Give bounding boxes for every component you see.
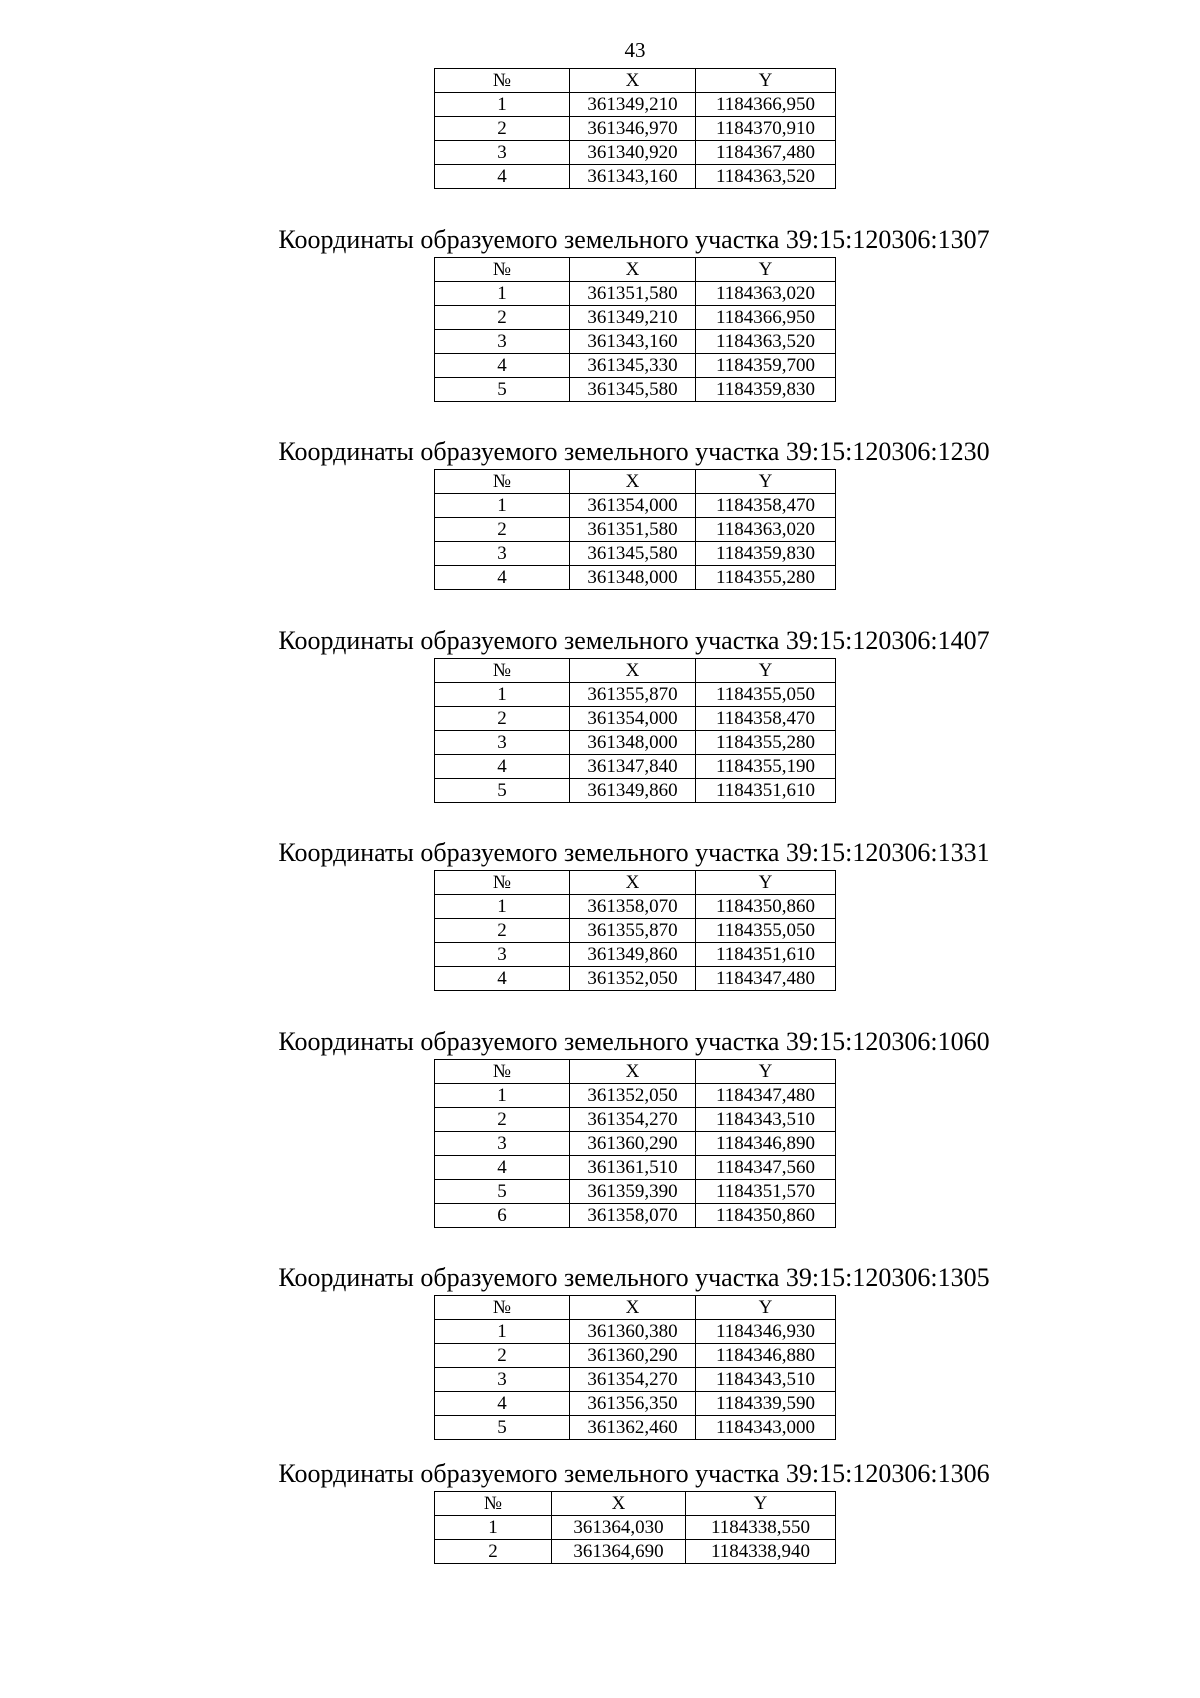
section-title: Координаты образуемого земельного участка 39:15:120306:1307 bbox=[278, 225, 990, 254]
table-row bbox=[435, 117, 836, 141]
table-row bbox=[435, 1392, 836, 1416]
table-row bbox=[435, 378, 836, 402]
cell-y: 1184347,480 bbox=[696, 967, 836, 991]
cell-num: 4 bbox=[435, 1392, 570, 1416]
cell-y: 1184343,510 bbox=[696, 1108, 836, 1132]
cell-num: 5 bbox=[435, 378, 570, 402]
table-row bbox=[435, 731, 836, 755]
cell-y: 1184350,860 bbox=[696, 1204, 836, 1228]
cell-x: 361343,160 bbox=[570, 165, 696, 189]
table-header-row bbox=[435, 258, 836, 282]
table-row bbox=[435, 1540, 836, 1564]
cell-y: 1184363,520 bbox=[696, 330, 836, 354]
cell-x: 361354,000 bbox=[570, 707, 696, 731]
section-title: Координаты образуемого земельного участка 39:15:120306:1305 bbox=[278, 1263, 990, 1292]
header-cell-x: X bbox=[570, 1296, 696, 1320]
cell-x: 361358,070 bbox=[570, 895, 696, 919]
coordinates-table bbox=[434, 1059, 836, 1228]
cell-num: 2 bbox=[435, 707, 570, 731]
cell-num: 1 bbox=[435, 494, 570, 518]
table-row bbox=[435, 1132, 836, 1156]
cell-y: 1184351,610 bbox=[696, 779, 836, 803]
cell-x: 361349,210 bbox=[570, 306, 696, 330]
cell-num: 2 bbox=[435, 518, 570, 542]
cell-y: 1184359,700 bbox=[696, 354, 836, 378]
cell-y: 1184355,280 bbox=[696, 731, 836, 755]
coordinates-table bbox=[434, 658, 836, 803]
table-row bbox=[435, 542, 836, 566]
cell-y: 1184363,520 bbox=[696, 165, 836, 189]
coordinates-table bbox=[434, 1491, 836, 1564]
table-row bbox=[435, 306, 836, 330]
cell-x: 361352,050 bbox=[570, 967, 696, 991]
cell-x: 361346,970 bbox=[570, 117, 696, 141]
cell-num: 1 bbox=[435, 93, 570, 117]
table-row bbox=[435, 1084, 836, 1108]
cell-num: 2 bbox=[435, 919, 570, 943]
cell-y: 1184366,950 bbox=[696, 306, 836, 330]
coordinates-table bbox=[434, 1295, 836, 1440]
table-header-row bbox=[435, 470, 836, 494]
cell-x: 361349,860 bbox=[570, 779, 696, 803]
cell-num: 4 bbox=[435, 967, 570, 991]
table-row bbox=[435, 1204, 836, 1228]
cell-x: 361351,580 bbox=[570, 282, 696, 306]
coordinates-table bbox=[434, 68, 836, 189]
header-cell-y: Y bbox=[686, 1492, 836, 1516]
table-row bbox=[435, 1108, 836, 1132]
cell-y: 1184355,280 bbox=[696, 566, 836, 590]
cell-x: 361352,050 bbox=[570, 1084, 696, 1108]
header-cell-x: X bbox=[570, 69, 696, 93]
table-row bbox=[435, 683, 836, 707]
cell-x: 361360,290 bbox=[570, 1344, 696, 1368]
section-title: Координаты образуемого земельного участка 39:15:120306:1230 bbox=[278, 437, 990, 466]
table-row bbox=[435, 1368, 836, 1392]
section-title: Координаты образуемого земельного участка 39:15:120306:1331 bbox=[278, 838, 990, 867]
table-row bbox=[435, 566, 836, 590]
cell-x: 361359,390 bbox=[570, 1180, 696, 1204]
cell-x: 361360,290 bbox=[570, 1132, 696, 1156]
cell-y: 1184355,050 bbox=[696, 683, 836, 707]
cell-y: 1184346,890 bbox=[696, 1132, 836, 1156]
cell-y: 1184359,830 bbox=[696, 378, 836, 402]
cell-y: 1184359,830 bbox=[696, 542, 836, 566]
header-cell-y: Y bbox=[696, 470, 836, 494]
table-row bbox=[435, 165, 836, 189]
cell-y: 1184338,940 bbox=[686, 1540, 836, 1564]
header-cell-num: № bbox=[435, 659, 570, 683]
section-title: Координаты образуемого земельного участка 39:15:120306:1060 bbox=[278, 1027, 990, 1056]
table-row bbox=[435, 1516, 836, 1540]
table-header-row bbox=[435, 69, 836, 93]
cell-y: 1184370,910 bbox=[696, 117, 836, 141]
header-cell-x: X bbox=[570, 871, 696, 895]
cell-x: 361354,270 bbox=[570, 1108, 696, 1132]
cell-num: 6 bbox=[435, 1204, 570, 1228]
cell-num: 4 bbox=[435, 165, 570, 189]
cell-x: 361345,580 bbox=[570, 542, 696, 566]
table-row bbox=[435, 967, 836, 991]
table-row bbox=[435, 1156, 836, 1180]
cell-num: 4 bbox=[435, 755, 570, 779]
table-row bbox=[435, 1344, 836, 1368]
cell-y: 1184350,860 bbox=[696, 895, 836, 919]
header-cell-x: X bbox=[570, 470, 696, 494]
header-cell-y: Y bbox=[696, 258, 836, 282]
header-cell-num: № bbox=[435, 1492, 552, 1516]
cell-x: 361364,030 bbox=[552, 1516, 686, 1540]
cell-x: 361355,870 bbox=[570, 683, 696, 707]
table-row bbox=[435, 1180, 836, 1204]
cell-num: 4 bbox=[435, 354, 570, 378]
table-row bbox=[435, 895, 836, 919]
table-header-row bbox=[435, 871, 836, 895]
cell-x: 361347,840 bbox=[570, 755, 696, 779]
cell-num: 2 bbox=[435, 306, 570, 330]
table-row bbox=[435, 354, 836, 378]
cell-x: 361361,510 bbox=[570, 1156, 696, 1180]
cell-num: 5 bbox=[435, 1416, 570, 1440]
coordinates-table bbox=[434, 870, 836, 991]
table-row bbox=[435, 943, 836, 967]
table-row bbox=[435, 919, 836, 943]
table-header-row bbox=[435, 1060, 836, 1084]
cell-num: 2 bbox=[435, 1540, 552, 1564]
header-cell-y: Y bbox=[696, 659, 836, 683]
cell-x: 361356,350 bbox=[570, 1392, 696, 1416]
cell-y: 1184351,570 bbox=[696, 1180, 836, 1204]
cell-num: 2 bbox=[435, 117, 570, 141]
cell-x: 361345,330 bbox=[570, 354, 696, 378]
cell-num: 1 bbox=[435, 683, 570, 707]
header-cell-y: Y bbox=[696, 69, 836, 93]
header-cell-num: № bbox=[435, 1296, 570, 1320]
table-row bbox=[435, 141, 836, 165]
header-cell-num: № bbox=[435, 1060, 570, 1084]
table-row bbox=[435, 1416, 836, 1440]
table-row bbox=[435, 707, 836, 731]
header-cell-y: Y bbox=[696, 871, 836, 895]
header-cell-num: № bbox=[435, 69, 570, 93]
cell-num: 4 bbox=[435, 1156, 570, 1180]
cell-num: 1 bbox=[435, 1516, 552, 1540]
cell-x: 361360,380 bbox=[570, 1320, 696, 1344]
cell-x: 361348,000 bbox=[570, 731, 696, 755]
table-row bbox=[435, 1320, 836, 1344]
cell-num: 2 bbox=[435, 1108, 570, 1132]
coordinates-table bbox=[434, 469, 836, 590]
cell-x: 361345,580 bbox=[570, 378, 696, 402]
cell-y: 1184346,930 bbox=[696, 1320, 836, 1344]
cell-y: 1184363,020 bbox=[696, 282, 836, 306]
cell-y: 1184366,950 bbox=[696, 93, 836, 117]
table-header-row bbox=[435, 1296, 836, 1320]
cell-x: 361364,690 bbox=[552, 1540, 686, 1564]
coordinates-table bbox=[434, 257, 836, 402]
cell-num: 1 bbox=[435, 895, 570, 919]
table-row bbox=[435, 282, 836, 306]
table-header-row bbox=[435, 659, 836, 683]
cell-y: 1184355,050 bbox=[696, 919, 836, 943]
header-cell-x: X bbox=[570, 258, 696, 282]
cell-num: 1 bbox=[435, 1320, 570, 1344]
header-cell-x: X bbox=[570, 659, 696, 683]
cell-num: 2 bbox=[435, 1344, 570, 1368]
cell-y: 1184346,880 bbox=[696, 1344, 836, 1368]
header-cell-num: № bbox=[435, 258, 570, 282]
header-cell-num: № bbox=[435, 871, 570, 895]
cell-num: 3 bbox=[435, 330, 570, 354]
cell-num: 3 bbox=[435, 141, 570, 165]
cell-x: 361351,580 bbox=[570, 518, 696, 542]
cell-x: 361343,160 bbox=[570, 330, 696, 354]
table-row bbox=[435, 93, 836, 117]
cell-x: 361348,000 bbox=[570, 566, 696, 590]
table-row bbox=[435, 494, 836, 518]
table-header-row bbox=[435, 1492, 836, 1516]
cell-y: 1184343,000 bbox=[696, 1416, 836, 1440]
cell-x: 361354,000 bbox=[570, 494, 696, 518]
cell-x: 361354,270 bbox=[570, 1368, 696, 1392]
cell-num: 1 bbox=[435, 1084, 570, 1108]
cell-x: 361349,210 bbox=[570, 93, 696, 117]
cell-x: 361358,070 bbox=[570, 1204, 696, 1228]
cell-y: 1184351,610 bbox=[696, 943, 836, 967]
cell-num: 1 bbox=[435, 282, 570, 306]
cell-num: 5 bbox=[435, 779, 570, 803]
header-cell-num: № bbox=[435, 470, 570, 494]
cell-y: 1184347,560 bbox=[696, 1156, 836, 1180]
cell-num: 5 bbox=[435, 1180, 570, 1204]
cell-y: 1184343,510 bbox=[696, 1368, 836, 1392]
cell-num: 4 bbox=[435, 566, 570, 590]
table-row bbox=[435, 518, 836, 542]
header-cell-x: X bbox=[570, 1060, 696, 1084]
cell-y: 1184367,480 bbox=[696, 141, 836, 165]
cell-num: 3 bbox=[435, 731, 570, 755]
cell-y: 1184338,550 bbox=[686, 1516, 836, 1540]
cell-x: 361340,920 bbox=[570, 141, 696, 165]
cell-y: 1184339,590 bbox=[696, 1392, 836, 1416]
table-row bbox=[435, 755, 836, 779]
header-cell-x: X bbox=[552, 1492, 686, 1516]
header-cell-y: Y bbox=[696, 1296, 836, 1320]
section-title: Координаты образуемого земельного участка 39:15:120306:1407 bbox=[278, 626, 990, 655]
cell-x: 361362,460 bbox=[570, 1416, 696, 1440]
table-row bbox=[435, 779, 836, 803]
page-number: 43 bbox=[624, 38, 646, 62]
cell-num: 3 bbox=[435, 542, 570, 566]
header-cell-y: Y bbox=[696, 1060, 836, 1084]
cell-num: 3 bbox=[435, 1132, 570, 1156]
cell-y: 1184358,470 bbox=[696, 494, 836, 518]
cell-x: 361355,870 bbox=[570, 919, 696, 943]
cell-y: 1184363,020 bbox=[696, 518, 836, 542]
cell-y: 1184347,480 bbox=[696, 1084, 836, 1108]
section-title: Координаты образуемого земельного участка 39:15:120306:1306 bbox=[278, 1459, 990, 1488]
cell-y: 1184355,190 bbox=[696, 755, 836, 779]
cell-num: 3 bbox=[435, 1368, 570, 1392]
cell-x: 361349,860 bbox=[570, 943, 696, 967]
cell-y: 1184358,470 bbox=[696, 707, 836, 731]
table-row bbox=[435, 330, 836, 354]
cell-num: 3 bbox=[435, 943, 570, 967]
